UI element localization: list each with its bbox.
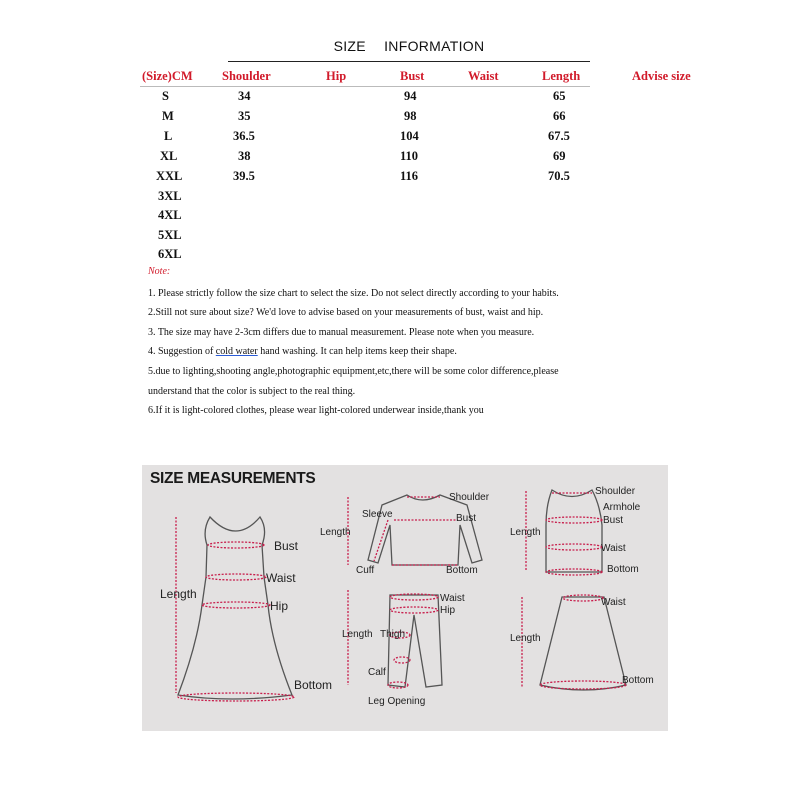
size-measurements-panel bbox=[142, 465, 668, 731]
page-title: SIZE INFORMATION bbox=[333, 38, 485, 54]
shoulder-cell: 38 bbox=[238, 149, 251, 163]
measurements-diagram bbox=[142, 465, 668, 731]
col-size: (Size)CM bbox=[142, 69, 193, 83]
sweater-cuff-label: Cuff bbox=[356, 565, 375, 576]
length-cell: 66 bbox=[553, 109, 566, 123]
top-bust-label: Bust bbox=[603, 515, 624, 526]
top-bottom-label: Bottom bbox=[607, 564, 639, 575]
size-cell: 5XL bbox=[158, 228, 182, 242]
sweater-sleeve-label: Sleeve bbox=[362, 509, 393, 520]
sweater-illustration bbox=[368, 495, 482, 565]
skirt-bottom-label: Bottom bbox=[622, 675, 654, 686]
top-length-label: Length bbox=[510, 527, 541, 538]
note-label: Note: bbox=[148, 266, 171, 277]
size-cell: 4XL bbox=[158, 208, 182, 222]
top-armhole-label: Armhole bbox=[603, 502, 641, 513]
note-4-link: cold water bbox=[215, 346, 258, 357]
sweater-bottom-label: Bottom bbox=[446, 565, 478, 576]
size-cell: 6XL bbox=[158, 247, 182, 261]
bust-cell: 104 bbox=[400, 129, 419, 143]
shoulder-cell: 36.5 bbox=[233, 129, 255, 143]
col-waist: Waist bbox=[468, 69, 499, 83]
sweater-length-label: Length bbox=[320, 527, 351, 538]
dress-hip-label: Hip bbox=[270, 599, 289, 613]
skirt-waist-label: Waist bbox=[601, 597, 626, 608]
dress-bottom-label: Bottom bbox=[294, 678, 333, 692]
shoulder-cell: 35 bbox=[238, 109, 251, 123]
size-cell: 3XL bbox=[158, 189, 182, 203]
dress-length-label: Length bbox=[160, 587, 197, 601]
note-5b: understand that the color is subject to the real thing. bbox=[148, 386, 356, 397]
col-length: Length bbox=[542, 69, 581, 83]
note-6: 6.If it is light-colored clothes, please wear light-colored underwear inside,thank you bbox=[148, 405, 484, 416]
col-shoulder: Shoulder bbox=[222, 69, 271, 83]
title-rule bbox=[228, 61, 590, 62]
note-4-post: hand washing. It can help items keep their shape. bbox=[257, 346, 457, 357]
sweater-bust-label: Bust bbox=[456, 513, 477, 524]
note-5a: 5.due to lighting,shooting angle,photographic equipment,etc,there will be some color difference,please bbox=[148, 366, 559, 377]
pants-waist-label: Waist bbox=[440, 593, 465, 604]
note-1: 1. Please strictly follow the size chart to select the size. Do not select directly according to your habits. bbox=[148, 288, 559, 299]
size-cell: XL bbox=[160, 149, 178, 163]
pants-leg-opening-label: Leg Opening bbox=[368, 696, 426, 707]
size-cell: L bbox=[164, 129, 173, 143]
pants-calf-label: Calf bbox=[368, 667, 386, 678]
pants-hip-label: Hip bbox=[440, 605, 456, 616]
shoulder-cell: 39.5 bbox=[233, 169, 255, 183]
length-cell: 65 bbox=[553, 89, 566, 103]
top-illustration bbox=[546, 490, 602, 572]
bust-cell: 116 bbox=[400, 169, 419, 183]
length-cell: 70.5 bbox=[548, 169, 570, 183]
size-cell: M bbox=[162, 109, 174, 123]
skirt-length-label: Length bbox=[510, 633, 541, 644]
bust-cell: 110 bbox=[400, 149, 419, 163]
note-3: 3. The size may have 2-3cm differs due to manual measurement. Please note when you measure. bbox=[148, 327, 535, 338]
length-cell: 69 bbox=[553, 149, 566, 163]
measurements-title: SIZE MEASUREMENTS bbox=[150, 470, 316, 487]
top-waist-label: Waist bbox=[601, 543, 626, 554]
note-4-pre: 4. Suggestion of bbox=[148, 346, 216, 357]
dress-bust-label: Bust bbox=[274, 539, 299, 553]
col-hip: Hip bbox=[326, 69, 347, 83]
size-cell: XXL bbox=[156, 169, 183, 183]
top-shoulder-label: Shoulder bbox=[595, 486, 636, 497]
sweater-shoulder-label: Shoulder bbox=[449, 492, 490, 503]
note-2: 2.Still not sure about size? We'd love to advise based on your measurements of bust, waist and hip. bbox=[148, 307, 544, 318]
header-rule bbox=[140, 86, 590, 87]
bust-cell: 98 bbox=[404, 109, 417, 123]
bust-cell: 94 bbox=[404, 89, 417, 103]
dress-waist-label: Waist bbox=[266, 571, 296, 585]
col-advise: Advise size bbox=[632, 69, 691, 83]
skirt-illustration bbox=[540, 597, 626, 690]
pants-thigh-label: Thigh bbox=[380, 629, 406, 640]
shoulder-cell: 34 bbox=[238, 89, 251, 103]
note-4 bbox=[148, 346, 457, 357]
size-cell: S bbox=[162, 89, 169, 103]
pants-length-label: Length bbox=[342, 629, 373, 640]
length-cell: 67.5 bbox=[548, 129, 570, 143]
col-bust: Bust bbox=[400, 69, 425, 83]
